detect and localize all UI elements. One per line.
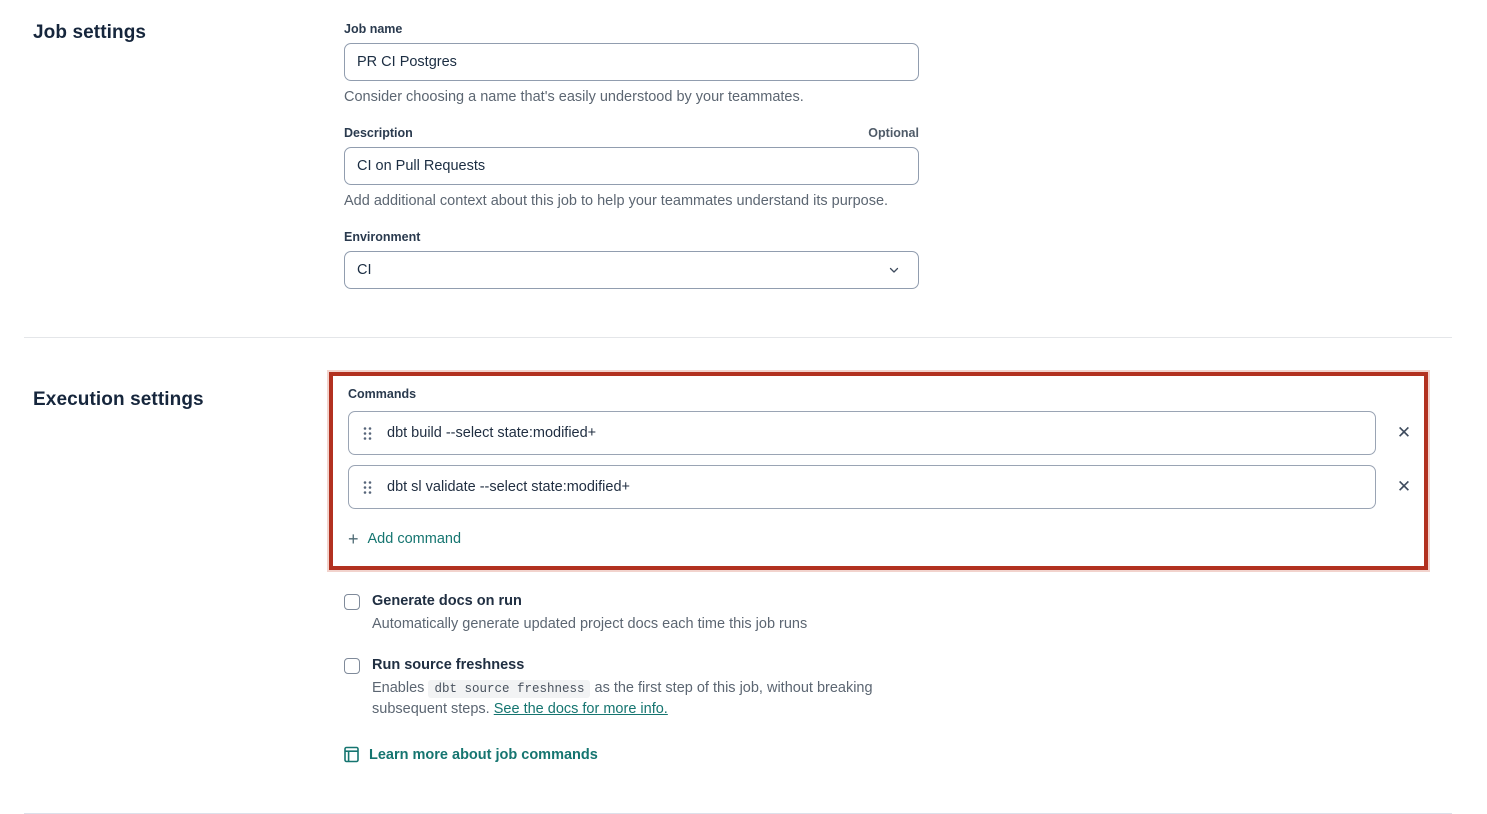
command-input[interactable] <box>348 411 1376 455</box>
job-name-helper: Consider choosing a name that's easily understood by your teammates. <box>344 89 804 105</box>
command-row <box>348 465 1424 509</box>
add-command-button[interactable] <box>348 530 461 548</box>
commands-highlight-annotation <box>329 372 1428 570</box>
environment-selected-value: CI <box>357 262 372 278</box>
command-input[interactable] <box>348 465 1376 509</box>
execution-settings-section <box>0 372 1487 763</box>
description-input[interactable] <box>344 147 919 185</box>
remove-command-button[interactable]: ✕ <box>1391 420 1417 446</box>
generate-docs-checkbox[interactable] <box>344 594 360 610</box>
section-divider <box>24 337 1452 338</box>
source-freshness-checkbox[interactable] <box>344 658 360 674</box>
learn-more-label: Learn more about job commands <box>369 746 598 763</box>
environment-label: Environment <box>344 230 421 244</box>
job-name-field <box>344 22 919 105</box>
learn-more-link[interactable] <box>344 746 598 763</box>
environment-field <box>344 230 919 289</box>
description-label: Description <box>344 126 413 140</box>
job-name-input[interactable] <box>344 43 919 81</box>
description-helper: Add additional context about this job to help your teammates understand its purpose. <box>344 193 889 209</box>
job-settings-section <box>0 22 1487 289</box>
command-text: dbt sl validate --select state:modified+ <box>387 479 630 495</box>
drag-handle-icon[interactable] <box>363 426 372 441</box>
commands-label: Commands <box>348 387 417 401</box>
command-row <box>348 411 1424 455</box>
code-snippet: dbt source freshness <box>428 680 590 698</box>
source-freshness-description: Enables dbt source freshness as the first step of this job, without breaking subsequent steps. See the docs for more info. <box>372 680 873 717</box>
book-icon <box>344 746 359 763</box>
job-settings-heading: Job settings <box>33 22 147 43</box>
optional-badge: Optional <box>868 126 919 140</box>
add-command-label: Add command <box>367 531 462 547</box>
job-name-label: Job name <box>344 22 403 36</box>
source-freshness-label[interactable]: Run source freshness <box>372 657 525 674</box>
command-text: dbt build --select state:modified+ <box>387 425 597 441</box>
execution-settings-heading: Execution settings <box>33 389 204 410</box>
source-freshness-row <box>344 657 1487 719</box>
plus-icon: + <box>348 529 359 549</box>
generate-docs-row <box>344 593 1487 634</box>
environment-select[interactable] <box>344 251 919 289</box>
description-field <box>344 126 919 209</box>
see-docs-link[interactable]: See the docs for more info. <box>493 700 668 717</box>
remove-command-button[interactable]: ✕ <box>1391 474 1417 500</box>
generate-docs-label[interactable]: Generate docs on run <box>372 593 522 609</box>
drag-handle-icon[interactable] <box>363 480 372 495</box>
chevron-down-icon <box>888 264 900 276</box>
generate-docs-description: Automatically generate updated project docs each time this job runs <box>372 616 808 632</box>
